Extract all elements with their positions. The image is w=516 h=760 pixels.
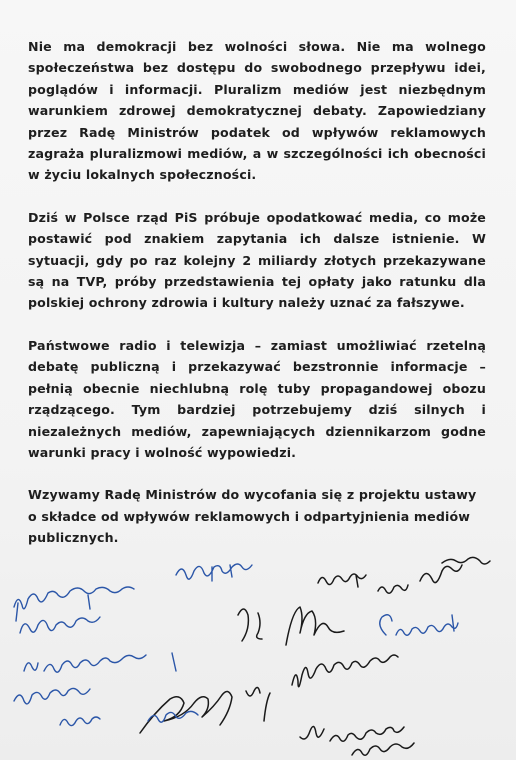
signature-9: [380, 615, 458, 636]
signature-13: [246, 687, 270, 721]
paragraph-2: Dziś w Polsce rząd PiS próbuje opodatkować media, co może postawić pod znakiem zapytania ich dalsze istnienie. W sytuacji, gdy po raz kolejny 2 miliardy złotych przekazywane są na TVP, próby przedstawienia tej opłaty jako ratunku dla polskiej ochrony zdrowia i kultury należy uznać za fałszywe.: [28, 209, 486, 311]
signature-10: [24, 653, 176, 672]
signature-3: [318, 574, 366, 587]
paragraph-3: Państwowe radio i telewizja – zamiast umożliwiać rzetelną debatę publiczną i przekazywać bezstronnie informacje – pełnią obecnie niechlubną rolę tuby propagandowej obozu rządzącego. Tym bardziej potrzebujemy dziś silnych i niezależnych mediów, zapewniających dziennikarzom godne warunki pracy i wolność wypowiedzi.: [28, 337, 486, 460]
signatures-drawing: [0, 555, 516, 760]
signature-8: [286, 607, 344, 645]
signature-6: [20, 617, 100, 633]
signature-11: [14, 688, 90, 703]
paragraph-4: Wzywamy Radę Ministrów do wycofania się z projektu ustawy o składce od wpływów reklamowych i odpartyjnienia mediów publicznych.: [28, 487, 477, 546]
paragraph-1: Nie ma demokracji bez wolności słowa. Nie ma wolnego społeczeństwa bez dostępu do swobodnego przepływu idei, poglądów i informacji. Pluralizm mediów jest niezbędnym warunkiem zdrowej demokratycznej debaty. Zapowiedziany przez Radę Ministrów podatek od wpływów reklamowych zagraża pluralizmowi mediów, a w szczególności ich obecności w życiu lokalnych społeczności.: [28, 39, 486, 183]
signature-18: [352, 743, 414, 755]
signature-15: [60, 717, 100, 726]
signature-7: [238, 609, 262, 641]
signature-2: [176, 564, 252, 581]
signature-4: [378, 585, 408, 593]
signature-17: [300, 726, 404, 741]
letter-body: [28, 36, 486, 549]
signature-1: [14, 587, 134, 621]
signatures-area: [0, 555, 516, 760]
signature-5: [420, 557, 490, 582]
signature-14: [292, 655, 398, 687]
